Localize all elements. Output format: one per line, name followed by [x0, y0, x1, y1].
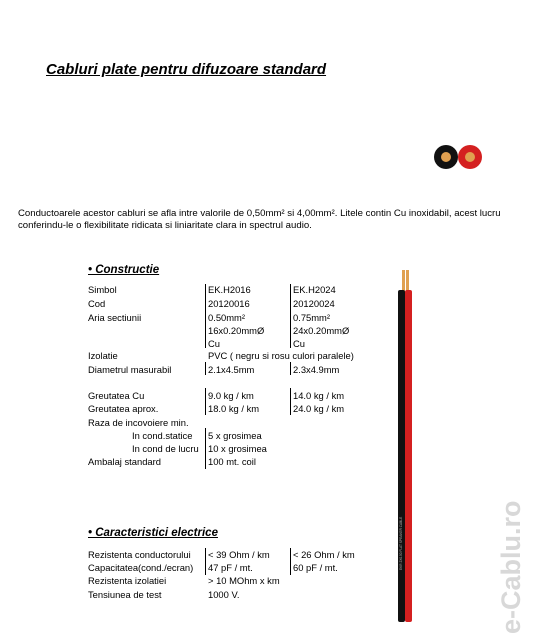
- cable-print-text: EKR 2X0.50 FLAT SPEAKER CABLE: [399, 516, 403, 570]
- value-h2016: 20120016: [208, 298, 250, 309]
- intro-text: Conductoarele acestor cabluri se afla intre valorile de 0,50mm² si 4,00mm². Litele contin Cu inoxidabil, acest lucru conferindu-le o flexibilitate ridicata si liniaritate clara in spectrul audio.: [18, 208, 501, 231]
- value-h2024: EK.H2024: [293, 284, 336, 295]
- row-label: Aria sectiunii: [88, 312, 142, 323]
- row-label: Rezistenta conductorului: [88, 549, 191, 560]
- value-h2024: Cu: [293, 338, 305, 349]
- value-h2016: 18.0 kg / km: [208, 403, 260, 414]
- value-h2024: 2.3x4.9mm: [293, 364, 340, 375]
- column-divider: [205, 428, 206, 469]
- value-h2024: < 26 Ohm / km: [293, 549, 355, 560]
- value-h2024: 20120024: [293, 298, 335, 309]
- value-h2016: Cu: [208, 338, 220, 349]
- value-h2016: > 10 MOhm x km: [208, 575, 280, 586]
- row-label: Cod: [88, 298, 106, 309]
- row-label: Greutatea Cu: [88, 390, 145, 401]
- electrical-heading: • Caracteristici electrice: [88, 527, 218, 539]
- column-divider: [290, 284, 291, 348]
- column-divider: [205, 388, 206, 415]
- value-h2016: < 39 Ohm / km: [208, 549, 270, 560]
- row-label: Tensiunea de test: [88, 589, 162, 600]
- row-label: Capacitatea(cond./ecran): [88, 562, 194, 573]
- row-label: Raza de incovoiere min.: [88, 417, 189, 428]
- column-divider: [205, 548, 206, 575]
- watermark-logo: [484, 488, 534, 636]
- construction-heading: • Constructie: [88, 264, 160, 276]
- row-label: Izolatie: [88, 350, 118, 361]
- flat-cable-image: [394, 270, 416, 622]
- row-label: In cond de lucru: [132, 443, 199, 454]
- value-h2016: 16x0.20mmØ: [208, 325, 265, 336]
- value-insulation: PVC ( negru si rosu culori paralele): [208, 350, 354, 361]
- row-label: Greutatea aprox.: [88, 403, 159, 414]
- value-h2024: 60 pF / mt.: [293, 562, 338, 573]
- value-h2016: 10 x grosimea: [208, 443, 267, 454]
- value-h2024: 14.0 kg / km: [293, 390, 345, 401]
- value-h2016: 1000 V.: [208, 589, 240, 600]
- page-title: Cabluri plate pentru difuzoare standard: [46, 61, 327, 78]
- row-label: Ambalaj standard: [88, 456, 161, 467]
- column-divider: [205, 362, 206, 375]
- value-h2024: 24.0 kg / km: [293, 403, 345, 414]
- value-h2016: 5 x grosimea: [208, 430, 262, 441]
- value-h2016: 9.0 kg / km: [208, 390, 254, 401]
- row-label: Simbol: [88, 284, 117, 295]
- watermark-text: e-Cablu.ro: [496, 500, 526, 634]
- row-label: Diametrul masurabil: [88, 364, 172, 375]
- column-divider: [290, 362, 291, 375]
- column-divider: [290, 548, 291, 575]
- value-h2016: 0.50mm²: [208, 312, 245, 323]
- value-h2016: 100 mt. coil: [208, 456, 256, 467]
- row-label: Rezistenta izolatiei: [88, 575, 167, 586]
- value-h2016: EK.H2016: [208, 284, 251, 295]
- cable-cross-section-image: [433, 143, 485, 171]
- column-divider: [205, 284, 206, 348]
- value-h2024: 24x0.20mmØ: [293, 325, 350, 336]
- column-divider: [290, 388, 291, 415]
- value-h2016: 47 pF / mt.: [208, 562, 253, 573]
- row-label: In cond.statice: [132, 430, 193, 441]
- value-h2016: 2.1x4.5mm: [208, 364, 255, 375]
- value-h2024: 0.75mm²: [293, 312, 330, 323]
